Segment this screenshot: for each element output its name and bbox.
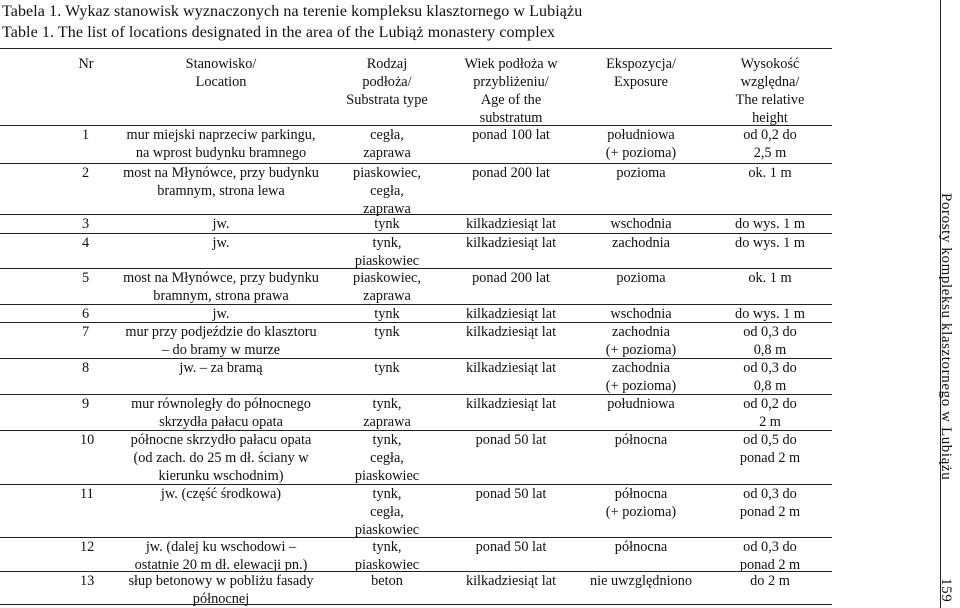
cell-exposure: północna (+ pozioma) bbox=[605, 486, 677, 520]
cell-substrate: tynk, piaskowiec bbox=[354, 235, 420, 269]
header-age: Wiek podłoża w przybliżeniu/ Age of the substratum bbox=[464, 56, 558, 126]
cell-location: mur równoległy do północnego skrzydła pałacu opata bbox=[131, 396, 311, 430]
cell-location: jw. bbox=[212, 235, 230, 251]
cell-substrate: tynk, cegła, piaskowiec bbox=[354, 486, 420, 538]
cell-age: kilkadziesiąt lat bbox=[465, 324, 557, 340]
cell-age: kilkadziesiąt lat bbox=[465, 573, 557, 589]
cell-location: jw. (część środkowa) bbox=[160, 486, 282, 502]
cell-age: kilkadziesiąt lat bbox=[465, 360, 557, 376]
cell-height: do wys. 1 m bbox=[735, 235, 805, 251]
cell-exposure: zachodnia bbox=[612, 235, 670, 251]
cell-substrate: tynk, zaprawa bbox=[363, 396, 411, 430]
cell-age: ponad 50 lat bbox=[475, 486, 547, 502]
header-substrate: Rodzaj podłoża/ Substrata type bbox=[346, 56, 428, 108]
cell-height: od 0,5 do ponad 2 m bbox=[739, 432, 801, 466]
row-divider bbox=[0, 571, 832, 572]
cell-location: jw. bbox=[212, 306, 230, 322]
cell-substrate: tynk, piaskowiec bbox=[354, 539, 420, 573]
row-divider bbox=[0, 214, 832, 215]
row-divider bbox=[0, 358, 832, 359]
cell-location: most na Młynówce, przy budynku bramnym, strona prawa bbox=[123, 270, 319, 304]
table-caption bbox=[2, 1, 582, 43]
cell-substrate: tynk bbox=[374, 216, 400, 232]
cell-nr: 6 bbox=[82, 306, 90, 322]
cell-location: północne skrzydło pałacu opata (od zach. do 25 m dł. ściany w kierunku wschodnim) bbox=[130, 432, 312, 484]
cell-height: od 0,3 do ponad 2 m bbox=[739, 539, 801, 573]
cell-exposure: zachodnia (+ pozioma) bbox=[605, 324, 677, 358]
cell-age: ponad 200 lat bbox=[472, 270, 550, 286]
cell-nr: 9 bbox=[82, 396, 90, 412]
cell-height: od 0,3 do 0,8 m bbox=[743, 324, 797, 358]
cell-substrate: piaskowiec, zaprawa bbox=[353, 270, 421, 304]
row-divider bbox=[0, 125, 832, 126]
table-top-rule bbox=[0, 48, 832, 49]
cell-height: do wys. 1 m bbox=[735, 216, 805, 232]
cell-location: mur przy podjeździe do klasztoru – do bramy w murze bbox=[125, 324, 317, 358]
cell-age: ponad 50 lat bbox=[475, 432, 547, 448]
cell-height: do 2 m bbox=[750, 573, 790, 589]
cell-exposure: zachodnia (+ pozioma) bbox=[605, 360, 677, 394]
cell-age: kilkadziesiąt lat bbox=[465, 216, 557, 232]
cell-exposure: południowa (+ pozioma) bbox=[605, 127, 677, 161]
cell-nr: 10 bbox=[80, 432, 95, 448]
cell-age: ponad 100 lat bbox=[472, 127, 550, 143]
cell-age: kilkadziesiąt lat bbox=[465, 235, 557, 251]
cell-location: jw. bbox=[212, 216, 230, 232]
cell-exposure: wschodnia bbox=[610, 216, 672, 232]
cell-height: od 0,3 do 0,8 m bbox=[743, 360, 797, 394]
cell-exposure: północna bbox=[614, 432, 668, 448]
row-divider bbox=[0, 394, 832, 395]
cell-nr: 7 bbox=[82, 324, 90, 340]
header-exposure: Ekspozycja/ Exposure bbox=[606, 56, 676, 90]
cell-nr: 13 bbox=[80, 573, 95, 589]
cell-nr: 3 bbox=[82, 216, 90, 232]
cell-substrate: cegła, zaprawa bbox=[363, 127, 411, 161]
page-number: 159 bbox=[938, 578, 954, 603]
cell-age: kilkadziesiąt lat bbox=[465, 396, 557, 412]
header-nr: Nr bbox=[78, 56, 94, 72]
cell-exposure: pozioma bbox=[616, 165, 666, 181]
cell-substrate: beton bbox=[371, 573, 403, 589]
cell-height: od 0,2 do 2 m bbox=[743, 396, 797, 430]
table-bottom-rule bbox=[0, 604, 832, 605]
cell-location: mur miejski naprzeciw parkingu, na wprost budynku bramnego bbox=[126, 127, 316, 161]
cell-substrate: tynk bbox=[374, 324, 400, 340]
cell-height: od 0,3 do ponad 2 m bbox=[739, 486, 801, 520]
cell-nr: 4 bbox=[82, 235, 90, 251]
cell-nr: 2 bbox=[82, 165, 90, 181]
row-divider bbox=[0, 304, 832, 305]
cell-age: ponad 200 lat bbox=[472, 165, 550, 181]
header-height: Wysokość względna/ The relative height bbox=[735, 56, 805, 126]
cell-height: od 0,2 do 2,5 m bbox=[743, 127, 797, 161]
cell-substrate: tynk bbox=[374, 306, 400, 322]
header-location: Stanowisko/ Location bbox=[185, 56, 257, 90]
cell-location: most na Młynówce, przy budynku bramnym, strona lewa bbox=[123, 165, 319, 199]
cell-exposure: nie uwzględniono bbox=[589, 573, 693, 589]
cell-exposure: południowa bbox=[607, 396, 675, 412]
cell-exposure: pozioma bbox=[616, 270, 666, 286]
cell-nr: 5 bbox=[82, 270, 90, 286]
cell-substrate: tynk, cegła, piaskowiec bbox=[354, 432, 420, 484]
cell-height: ok. 1 m bbox=[748, 270, 792, 286]
cell-nr: 8 bbox=[82, 360, 90, 376]
cell-location: jw. (dalej ku wschodowi – ostatnie 20 m dł. elewacji pn.) bbox=[134, 539, 308, 573]
caption-english: Table 1. The list of locations designated in the area of the Lubiąż monastery complex bbox=[2, 24, 556, 41]
running-head: Porosty kompleksu klasztornego w Lubiążu bbox=[938, 193, 954, 481]
caption-polish: Tabela 1. Wykaz stanowisk wyznaczonych na terenie kompleksu klasztornego w Lubiążu bbox=[2, 3, 583, 20]
cell-exposure: wschodnia bbox=[610, 306, 672, 322]
cell-location: jw. – za bramą bbox=[179, 360, 263, 376]
cell-nr: 1 bbox=[82, 127, 90, 143]
cell-location: słup betonowy w pobliżu fasady północnej bbox=[128, 573, 314, 607]
cell-age: ponad 50 lat bbox=[475, 539, 547, 555]
cell-height: ok. 1 m bbox=[748, 165, 792, 181]
cell-substrate: tynk bbox=[374, 360, 400, 376]
cell-nr: 11 bbox=[80, 486, 94, 502]
cell-height: do wys. 1 m bbox=[735, 306, 805, 322]
cell-nr: 12 bbox=[80, 539, 95, 555]
cell-age: kilkadziesiąt lat bbox=[465, 306, 557, 322]
cell-substrate: piaskowiec, cegła, zaprawa bbox=[353, 165, 421, 217]
cell-exposure: północna bbox=[614, 539, 668, 555]
